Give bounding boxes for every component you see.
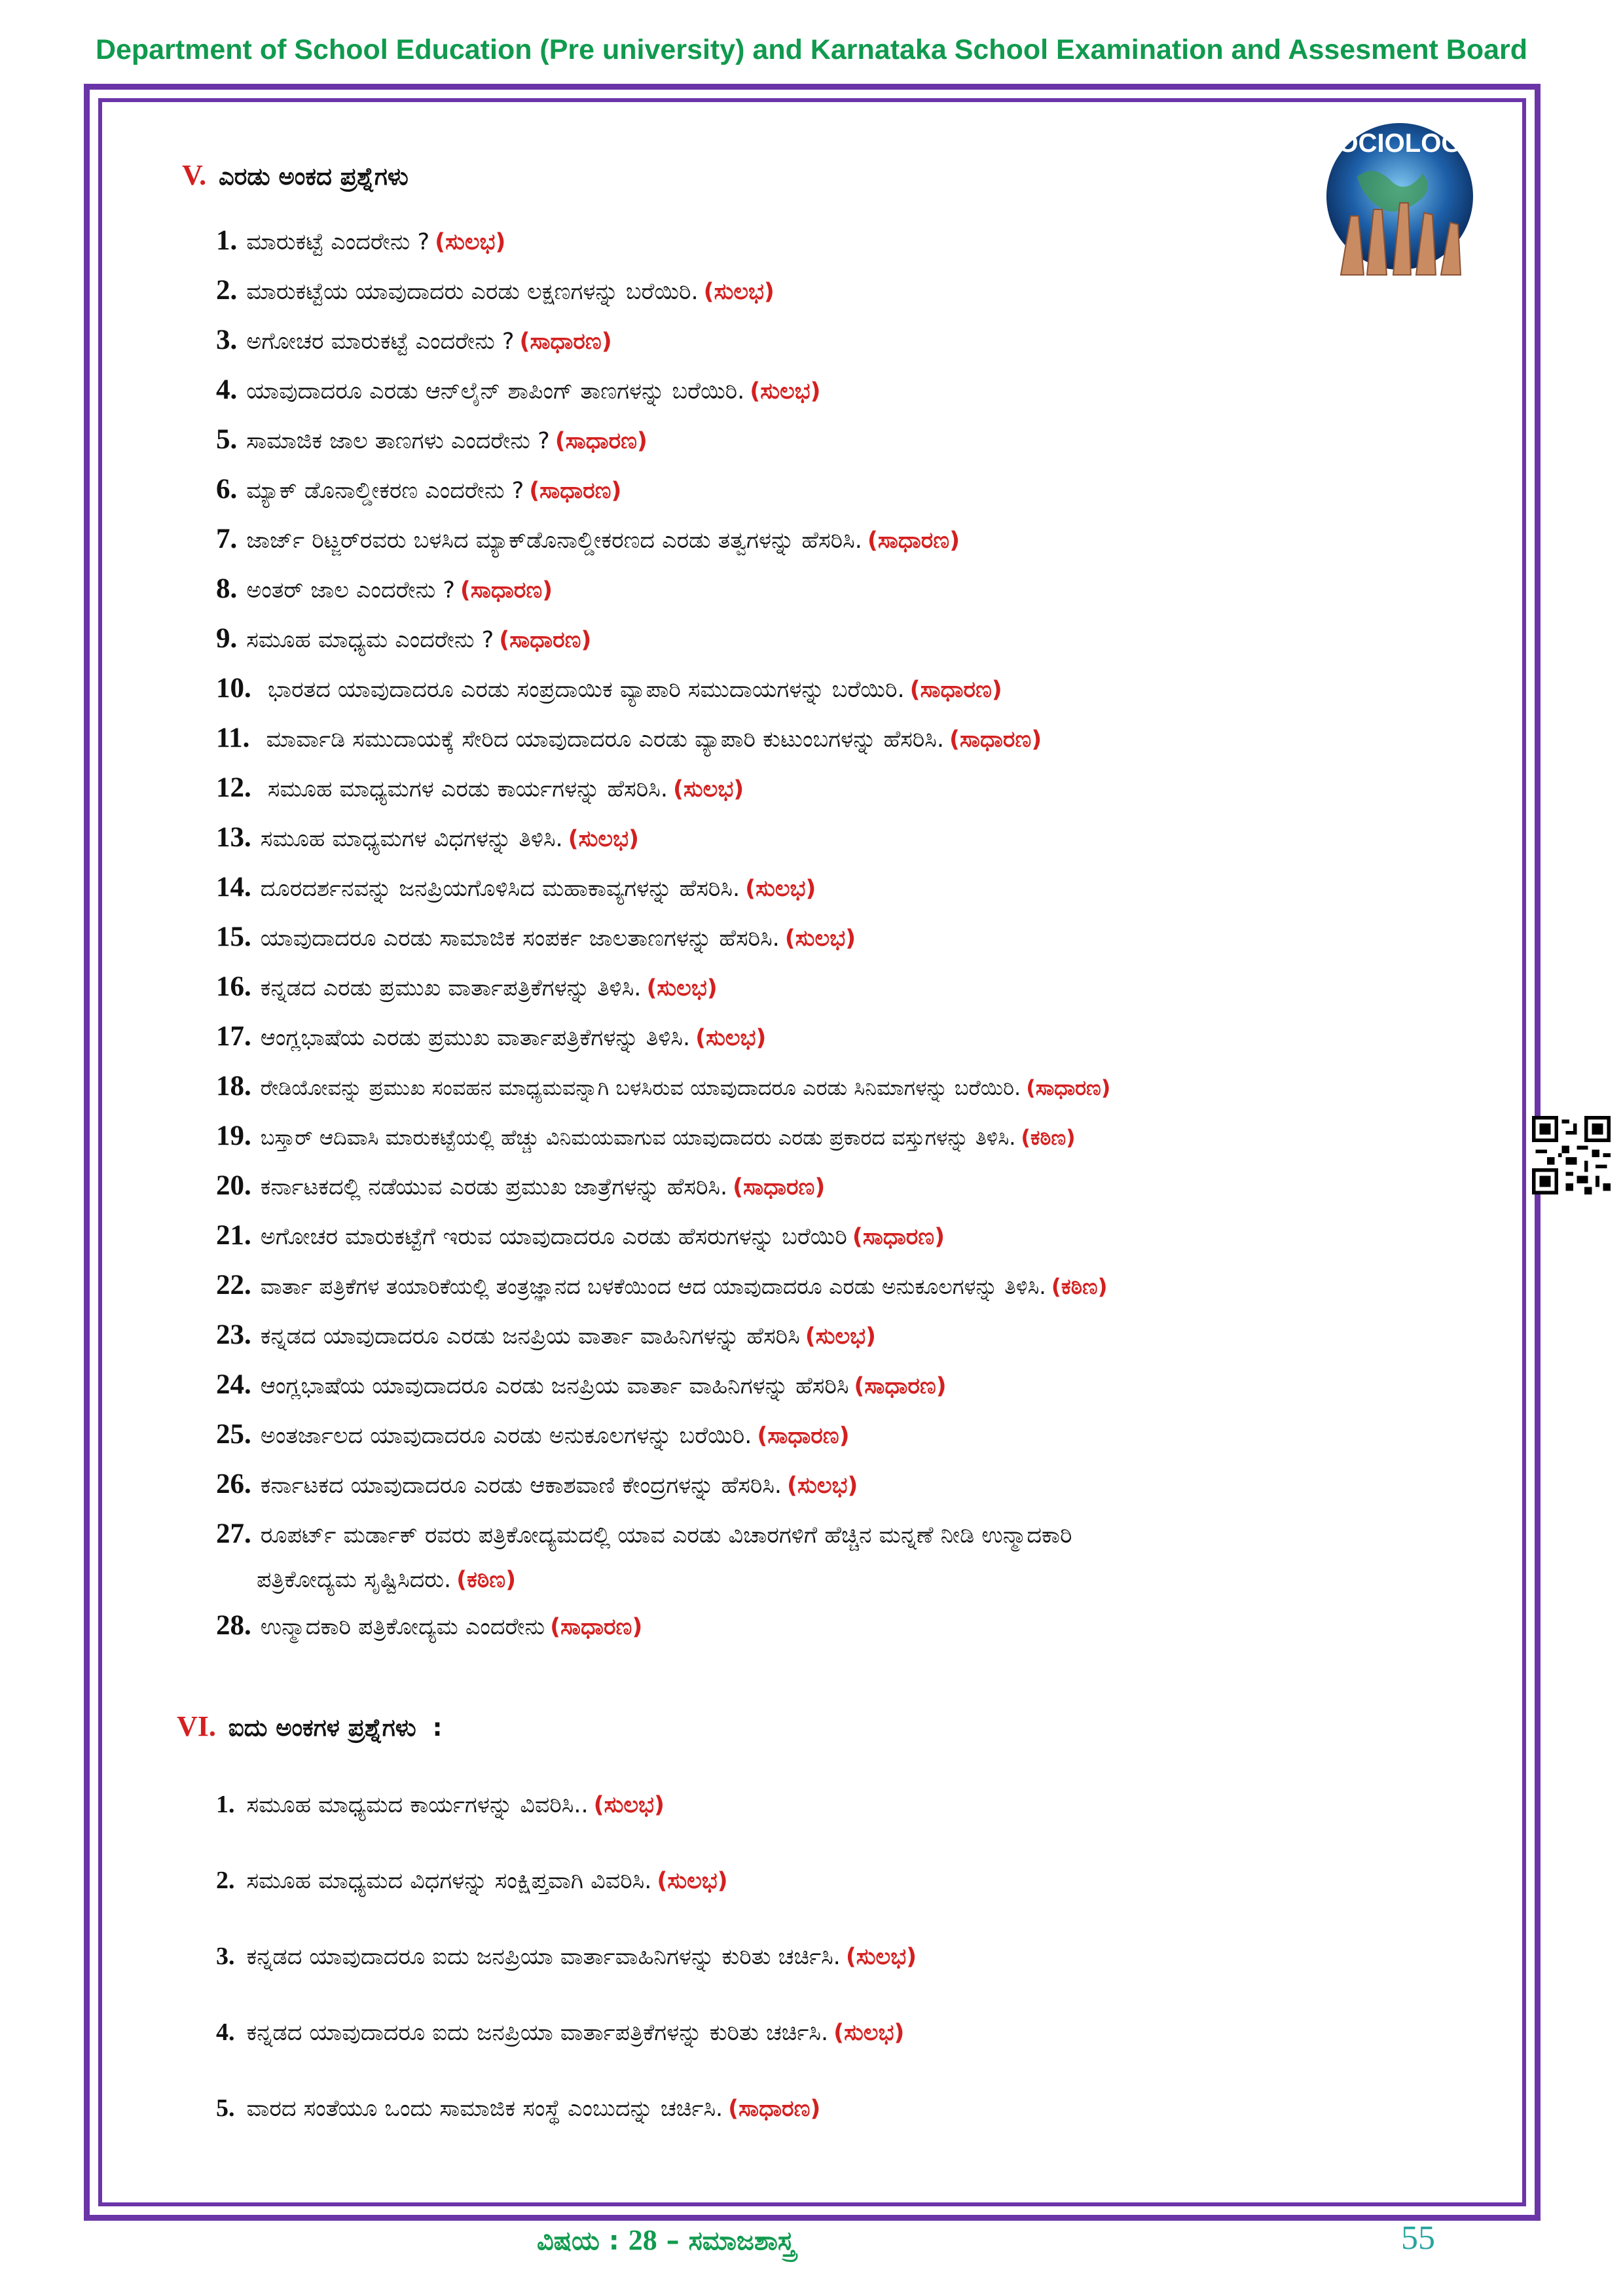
question-item: 4. ಯಾವುದಾದರೂ ಎರಡು ಆನ್‌ಲೈನ್ ಶಾಪಿಂಗ್ ತಾಣಗಳನ್ನು ಬರೆಯಿರಿ. (ಸುಲಭ) bbox=[216, 374, 821, 405]
question-item: 14. ದೂರದರ್ಶನವನ್ನು ಜನಪ್ರಿಯಗೊಳಿಸಿದ ಮಹಾಕಾವ್ಯಗಳನ್ನು ಹೆಸರಿಸಿ. (ಸುಲಭ) bbox=[216, 872, 816, 903]
page-number: 55 bbox=[1401, 2219, 1435, 2257]
qr-code bbox=[1532, 1116, 1611, 1194]
question-item: 3. ಕನ್ನಡದ ಯಾವುದಾದರೂ ಐದು ಜನಪ್ರಿಯಾ ವಾರ್ತಾವಾಹಿನಿಗಳನ್ನು ಕುರಿತು ಚರ್ಚಿಸಿ. (ಸುಲಭ) bbox=[216, 1943, 917, 1970]
sociology-logo bbox=[1311, 118, 1488, 281]
question-item: 5. ಸಾಮಾಜಿಕ ಜಾಲ ತಾಣಗಳು ಎಂದರೇನು ? (ಸಾಧಾರಣ) bbox=[216, 424, 647, 455]
footer-subject: ವಿಷಯ : 28 – ಸಮಾಜಶಾಸ್ತ್ರ bbox=[537, 2224, 795, 2256]
logo-text: SOCIOLOGY bbox=[1320, 129, 1480, 158]
question-item: 3. ಅಗೋಚರ ಮಾರುಕಟ್ಟೆ ಎಂದರೇನು ? (ಸಾಧಾರಣ) bbox=[216, 325, 612, 355]
question-item: 17. ಆಂಗ್ಲಭಾಷೆಯ ಎರಡು ಪ್ರಮುಖ ವಾರ್ತಾಪತ್ರಿಕೆಗಳನ್ನು ತಿಳಿಸಿ. (ಸುಲಭ) bbox=[216, 1021, 767, 1052]
question-item: 4. ಕನ್ನಡದ ಯಾವುದಾದರೂ ಐದು ಜನಪ್ರಿಯಾ ವಾರ್ತಾಪತ್ರಿಕೆಗಳನ್ನು ಕುರಿತು ಚರ್ಚಿಸಿ. (ಸುಲಭ) bbox=[216, 2018, 905, 2046]
question-item: 6. ಮ್ಯಾಕ್ ಡೊನಾಲ್ಡೀಕರಣ ಎಂದರೇನು ? (ಸಾಧಾರಣ) bbox=[216, 474, 622, 505]
question-item: 25. ಅಂತರ್ಜಾಲದ ಯಾವುದಾದರೂ ಎರಡು ಅನುಕೂಲಗಳನ್ನು ಬರೆಯಿರಿ. (ಸಾಧಾರಣ) bbox=[216, 1419, 850, 1450]
question-item: 22. ವಾರ್ತಾ ಪತ್ರಿಕೆಗಳ ತಯಾರಿಕೆಯಲ್ಲಿ ತಂತ್ರಜ್ಞಾನದ ಬಳಕೆಯಿಂದ ಆದ ಯಾವುದಾದರೂ ಎರಡು ಅನುಕೂಲಗಳನ್ನು ತಿಳಿಸಿ. (ಕಠಿಣ) bbox=[216, 1270, 1108, 1300]
question-item: 9. ಸಮೂಹ ಮಾಧ್ಯಮ ಎಂದರೇನು ? (ಸಾಧಾರಣ) bbox=[216, 623, 592, 654]
question-item: 28. ಉನ್ಮಾದಕಾರಿ ಪತ್ರಿಕೋದ್ಯಮ ಎಂದರೇನು (ಸಾಧಾರಣ) bbox=[216, 1610, 643, 1641]
section-vi-number: VI. bbox=[177, 1710, 216, 1742]
question-item: 2. ಮಾರುಕಟ್ಟೆಯ ಯಾವುದಾದರು ಎರಡು ಲಕ್ಷಣಗಳನ್ನು ಬರೆಯಿರಿ. (ಸುಲಭ) bbox=[216, 275, 775, 306]
question-item: 15. ಯಾವುದಾದರೂ ಎರಡು ಸಾಮಾಜಿಕ ಸಂಪರ್ಕ ಜಾಲತಾಣಗಳನ್ನು ಹೆಸರಿಸಿ. (ಸುಲಭ) bbox=[216, 922, 856, 952]
question-item: 2. ಸಮೂಹ ಮಾಧ್ಯಮದ ವಿಧಗಳನ್ನು ಸಂಕ್ಷಿಪ್ತವಾಗಿ ವಿವರಿಸಿ. (ಸುಲಭ) bbox=[216, 1867, 728, 1894]
question-item: 10. ಭಾರತದ ಯಾವುದಾದರೂ ಎರಡು ಸಂಪ್ರದಾಯಿಕ ವ್ಯಾಪಾರಿ ಸಮುದಾಯಗಳನ್ನು ಬರೆಯಿರಿ. (ಸಾಧಾರಣ) bbox=[216, 673, 1002, 704]
question-item: 19. ಬಸ್ತಾರ್ ಆದಿವಾಸಿ ಮಾರುಕಟ್ಟೆಯಲ್ಲಿ ಹೆಚ್ಚು ವಿನಿಮಯವಾಗುವ ಯಾವುದಾದರು ಎರಡು ಪ್ರಕಾರದ ವಸ್ತುಗಳನ್ನು ತಿಳಿಸಿ. (ಕಠಿಣ) bbox=[216, 1121, 1076, 1151]
question-item: 12. ಸಮೂಹ ಮಾಧ್ಯಮಗಳ ಎರಡು ಕಾರ್ಯಗಳನ್ನು ಹೆಸರಿಸಿ. (ಸುಲಭ) bbox=[216, 772, 744, 803]
question-item: 16. ಕನ್ನಡದ ಎರಡು ಪ್ರಮುಖ ವಾರ್ತಾಪತ್ರಿಕೆಗಳನ್ನು ತಿಳಿಸಿ. (ಸುಲಭ) bbox=[216, 971, 718, 1002]
section-v-number: V. bbox=[182, 159, 207, 191]
question-item: 5. ವಾರದ ಸಂತೆಯೂ ಒಂದು ಸಾಮಾಜಿಕ ಸಂಸ್ಥೆ ಎಂಬುದನ್ನು ಚರ್ಚಿಸಿ. (ಸಾಧಾರಣ) bbox=[216, 2094, 821, 2122]
question-item: 21. ಅಗೋಚರ ಮಾರುಕಟ್ಟೆಗೆ ಇರುವ ಯಾವುದಾದರೂ ಎರಡು ಹೆಸರುಗಳನ್ನು ಬರೆಯಿರಿ (ಸಾಧಾರಣ) bbox=[216, 1220, 945, 1251]
section-v-title: ಎರಡು ಅಂಕದ ಪ್ರಶ್ನೆಗಳು bbox=[219, 162, 409, 190]
question-item: 1. ಮಾರುಕಟ್ಟೆ ಎಂದರೇನು ? (ಸುಲಭ) bbox=[216, 225, 506, 256]
section-vi-heading: VI. ಐದು ಅಂಕಗಳ ಪ್ರಶ್ನೆಗಳು : bbox=[177, 1710, 443, 1742]
section-v-heading bbox=[182, 158, 409, 192]
question-item: 24. ಆಂಗ್ಲಭಾಷೆಯ ಯಾವುದಾದರೂ ಎರಡು ಜನಪ್ರಿಯ ವಾರ್ತಾ ವಾಹಿನಿಗಳನ್ನು ಹೆಸರಿಸಿ (ಸಾಧಾರಣ) bbox=[216, 1369, 947, 1400]
question-item: 11. ಮಾರ್ವಾಡಿ ಸಮುದಾಯಕ್ಕೆ ಸೇರಿದ ಯಾವುದಾದರೂ ಎರಡು ವ್ಯಾಪಾರಿ ಕುಟುಂಬಗಳನ್ನು ಹೆಸರಿಸಿ. (ಸಾಧಾರಣ) bbox=[216, 723, 1042, 753]
question-item: 7. ಜಾರ್ಜ್ ರಿಟ್ಜರ್‌ರವರು ಬಳಸಿದ ಮ್ಯಾಕ್‌ಡೊನಾಲ್ಡೀಕರಣದ ಎರಡು ತತ್ವಗಳನ್ನು ಹೆಸರಿಸಿ. (ಸಾಧಾರಣ) bbox=[216, 524, 960, 554]
board-header: Department of School Education (Pre university) and Karnataka School Examination and Assesment Board bbox=[95, 34, 1528, 65]
question-item: 8. ಅಂತರ್ ಜಾಲ ಎಂದರೇನು ? (ಸಾಧಾರಣ) bbox=[216, 573, 553, 604]
question-item: 13. ಸಮೂಹ ಮಾಧ್ಯಮಗಳ ವಿಧಗಳನ್ನು ತಿಳಿಸಿ. (ಸುಲಭ) bbox=[216, 822, 639, 853]
question-item: 20. ಕರ್ನಾಟಕದಲ್ಲಿ ನಡೆಯುವ ಎರಡು ಪ್ರಮುಖ ಜಾತ್ರೆಗಳನ್ನು ಹೆಸರಿಸಿ. (ಸಾಧಾರಣ) bbox=[216, 1170, 826, 1201]
question-item: 23. ಕನ್ನಡದ ಯಾವುದಾದರೂ ಎರಡು ಜನಪ್ರಿಯ ವಾರ್ತಾ ವಾಹಿನಿಗಳನ್ನು ಹೆಸರಿಸಿ (ಸುಲಭ) bbox=[216, 1319, 877, 1350]
section-vi-title: ಐದು ಅಂಕಗಳ ಪ್ರಶ್ನೆಗಳು bbox=[228, 1713, 416, 1742]
question-item: 26. ಕರ್ನಾಟಕದ ಯಾವುದಾದರೂ ಎರಡು ಆಕಾಶವಾಣಿ ಕೇಂದ್ರಗಳನ್ನು ಹೆಸರಿಸಿ. (ಸುಲಭ) bbox=[216, 1469, 858, 1499]
question-item: 1. ಸಮೂಹ ಮಾಧ್ಯಮದ ಕಾರ್ಯಗಳನ್ನು ವಿವರಿಸಿ.. (ಸುಲಭ) bbox=[216, 1791, 665, 1818]
question-item: 18. ರೇಡಿಯೋವನ್ನು ಪ್ರಮುಖ ಸಂವಹನ ಮಾಧ್ಯಮವನ್ನಾಗಿ ಬಳಸಿರುವ ಯಾವುದಾದರೂ ಎರಡು ಸಿನಿಮಾಗಳನ್ನು ಬರೆಯಿರಿ. (ಸಾಧಾರಣ) bbox=[216, 1071, 1111, 1102]
question-item: 27. ರೂಪರ್ಟ್ ಮರ್ಡಾಕ್ ರವರು ಪತ್ರಿಕೋದ್ಯಮದಲ್ಲಿ ಯಾವ ಎರಡು ವಿಚಾರಗಳಿಗೆ ಹೆಚ್ಚಿನ ಮನ್ನಣೆ ನೀಡಿ ಉನ್ಮಾದಕಾರಿ ಪತ್ರಿಕೋದ್ಯಮ ಸೃಷ್ಟಿಸಿದರು. (ಕಠಿಣ) bbox=[216, 1518, 1072, 1593]
